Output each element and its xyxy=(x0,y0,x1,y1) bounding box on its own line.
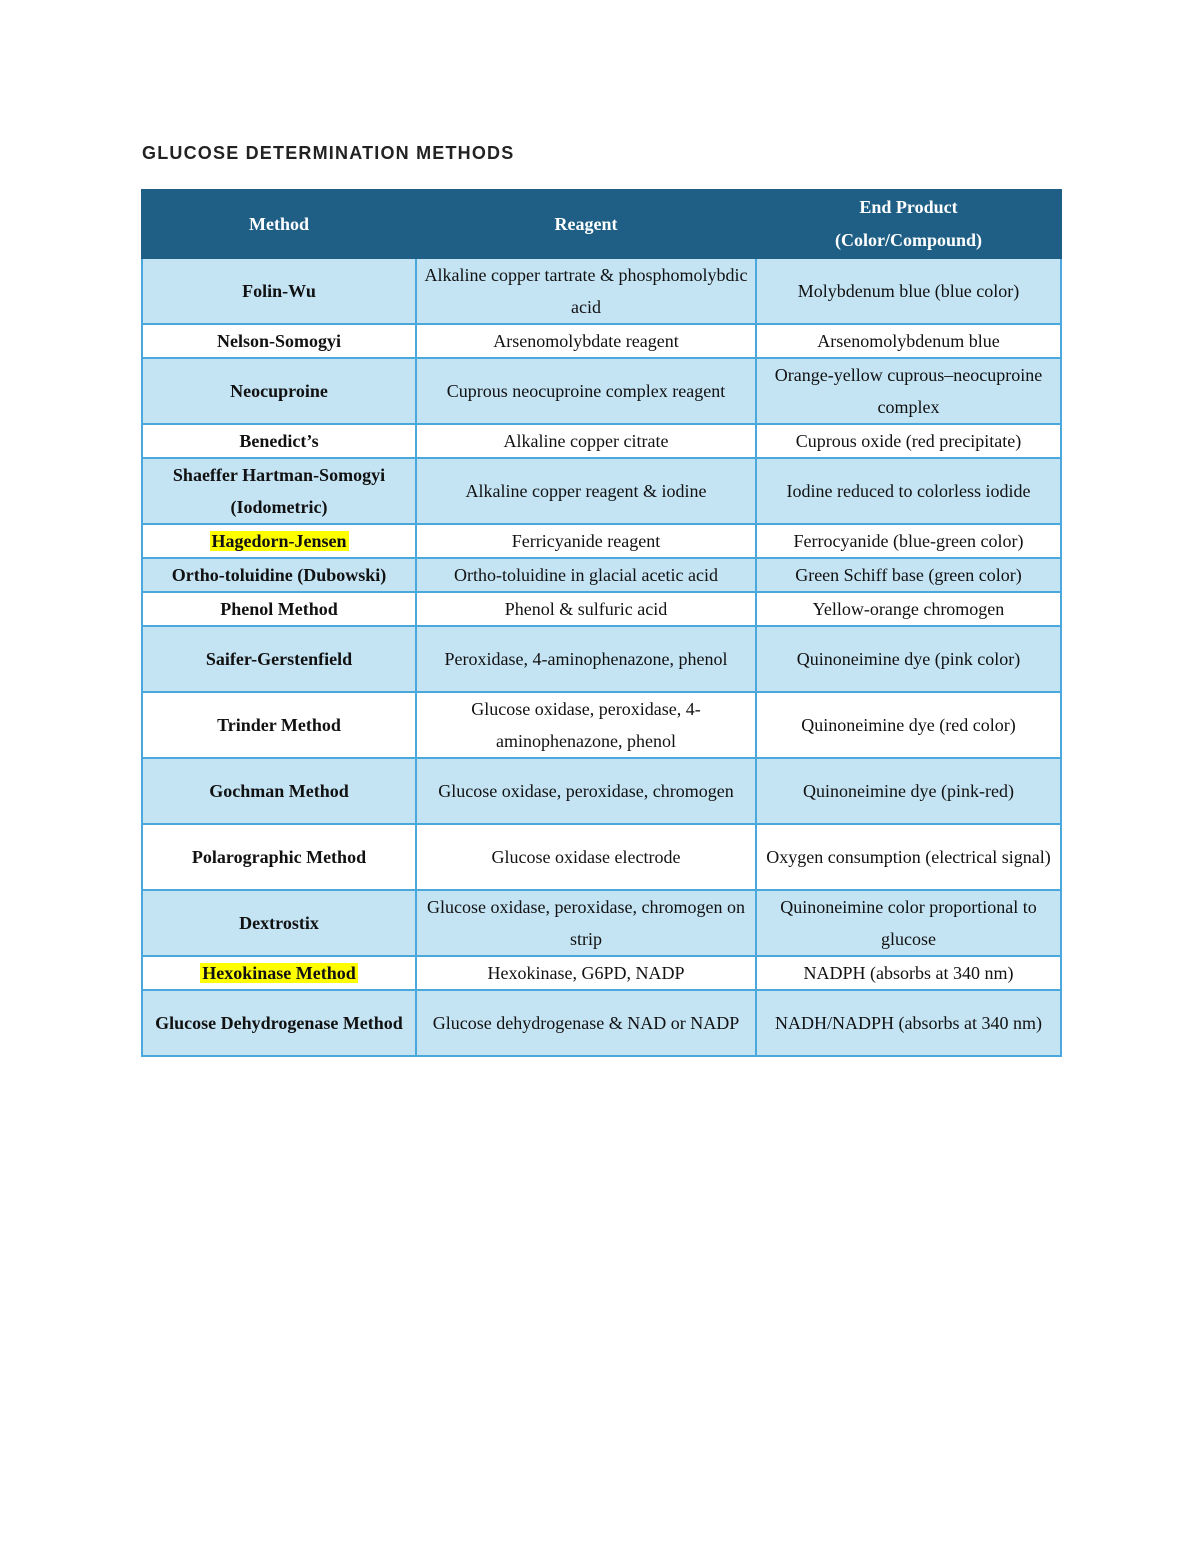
reagent-cell: Glucose dehydrogenase & NAD or NADP xyxy=(416,990,756,1056)
table-header-row xyxy=(142,190,1061,258)
table-row xyxy=(142,424,1061,458)
table-row xyxy=(142,824,1061,890)
end-product-cell: Quinoneimine dye (red color) xyxy=(756,692,1061,758)
method-cell xyxy=(142,990,416,1056)
end-product-cell: Oxygen consumption (electrical signal) xyxy=(756,824,1061,890)
end-product-cell: Iodine reduced to colorless iodide xyxy=(756,458,1061,524)
method-cell xyxy=(142,626,416,692)
reagent-cell: Glucose oxidase electrode xyxy=(416,824,756,890)
reagent-cell: Hexokinase, G6PD, NADP xyxy=(416,956,756,990)
end-product-cell: Quinoneimine dye (pink-red) xyxy=(756,758,1061,824)
table-row xyxy=(142,990,1061,1056)
reagent-cell: Glucose oxidase, peroxidase, chromogen on strip xyxy=(416,890,756,956)
method-cell xyxy=(142,458,416,524)
method-name-highlighted: Hexokinase Method xyxy=(202,963,356,983)
method-name: Gochman Method xyxy=(209,781,349,801)
reagent-cell: Ortho-toluidine in glacial acetic acid xyxy=(416,558,756,592)
end-product-cell: NADPH (absorbs at 340 nm) xyxy=(756,956,1061,990)
header-end-product-line2: (Color/Compound) xyxy=(834,230,982,250)
end-product-cell: Quinoneimine color proportional to glucose xyxy=(756,890,1061,956)
reagent-cell: Alkaline copper citrate xyxy=(416,424,756,458)
table-row xyxy=(142,324,1061,358)
reagent-cell: Arsenomolybdate reagent xyxy=(416,324,756,358)
reagent-cell: Glucose oxidase, peroxidase, chromogen xyxy=(416,758,756,824)
method-name: Benedict’s xyxy=(239,431,319,451)
method-name: Shaeffer Hartman-Somogyi (Iodometric) xyxy=(172,465,386,517)
method-cell xyxy=(142,524,416,558)
method-cell xyxy=(142,824,416,890)
method-cell xyxy=(142,758,416,824)
table-row xyxy=(142,558,1061,592)
method-name: Phenol Method xyxy=(220,599,338,619)
end-product-cell: Yellow-orange chromogen xyxy=(756,592,1061,626)
method-cell xyxy=(142,424,416,458)
reagent-cell: Ferricyanide reagent xyxy=(416,524,756,558)
method-name: Saifer-Gerstenfield xyxy=(205,649,353,669)
method-cell xyxy=(142,890,416,956)
table-row xyxy=(142,758,1061,824)
end-product-cell: Ferrocyanide (blue-green color) xyxy=(756,524,1061,558)
method-name: Glucose Dehydrogenase Method xyxy=(155,1013,403,1033)
end-product-cell: Green Schiff base (green color) xyxy=(756,558,1061,592)
header-end-product-line1: End Product xyxy=(859,197,958,217)
reagent-cell: Alkaline copper tartrate & phosphomolybdic acid xyxy=(416,258,756,324)
table-row xyxy=(142,626,1061,692)
reagent-cell: Alkaline copper reagent & iodine xyxy=(416,458,756,524)
method-cell xyxy=(142,258,416,324)
method-name: Polarographic Method xyxy=(191,847,367,867)
method-name: Dextrostix xyxy=(239,913,319,933)
table-row xyxy=(142,956,1061,990)
reagent-cell: Phenol & sulfuric acid xyxy=(416,592,756,626)
end-product-cell: Orange-yellow cuprous–neocuproine complex xyxy=(756,358,1061,424)
method-name: Ortho-toluidine (Dubowski) xyxy=(171,565,387,585)
method-name: Trinder Method xyxy=(217,715,341,735)
end-product-cell: Cuprous oxide (red precipitate) xyxy=(756,424,1061,458)
reagent-cell: Cuprous neocuproine complex reagent xyxy=(416,358,756,424)
method-name-highlighted: Hagedorn-Jensen xyxy=(211,531,347,551)
end-product-cell: Arsenomolybdenum blue xyxy=(756,324,1061,358)
table-row xyxy=(142,358,1061,424)
method-cell xyxy=(142,558,416,592)
table-row xyxy=(142,890,1061,956)
table-row xyxy=(142,524,1061,558)
end-product-cell: NADH/NADPH (absorbs at 340 nm) xyxy=(756,990,1061,1056)
reagent-cell: Peroxidase, 4-aminophenazone, phenol xyxy=(416,626,756,692)
method-cell xyxy=(142,692,416,758)
table-row xyxy=(142,592,1061,626)
end-product-cell: Quinoneimine dye (pink color) xyxy=(756,626,1061,692)
page-title: GLUCOSE DETERMINATION METHODS xyxy=(142,143,515,163)
end-product-cell: Molybdenum blue (blue color) xyxy=(756,258,1061,324)
header-method: Method xyxy=(142,190,416,258)
method-cell xyxy=(142,956,416,990)
method-name: Folin-Wu xyxy=(242,281,316,301)
method-name: Nelson-Somogyi xyxy=(216,331,341,351)
reagent-cell: Glucose oxidase, peroxidase, 4-aminophenazone, phenol xyxy=(416,692,756,758)
method-cell xyxy=(142,592,416,626)
glucose-methods-table xyxy=(141,189,1062,1057)
method-cell xyxy=(142,324,416,358)
header-end-product xyxy=(756,190,1061,258)
table-row xyxy=(142,692,1061,758)
header-reagent: Reagent xyxy=(416,190,756,258)
table-row xyxy=(142,258,1061,324)
method-cell xyxy=(142,358,416,424)
table-row xyxy=(142,458,1061,524)
method-name: Neocuproine xyxy=(230,381,328,401)
